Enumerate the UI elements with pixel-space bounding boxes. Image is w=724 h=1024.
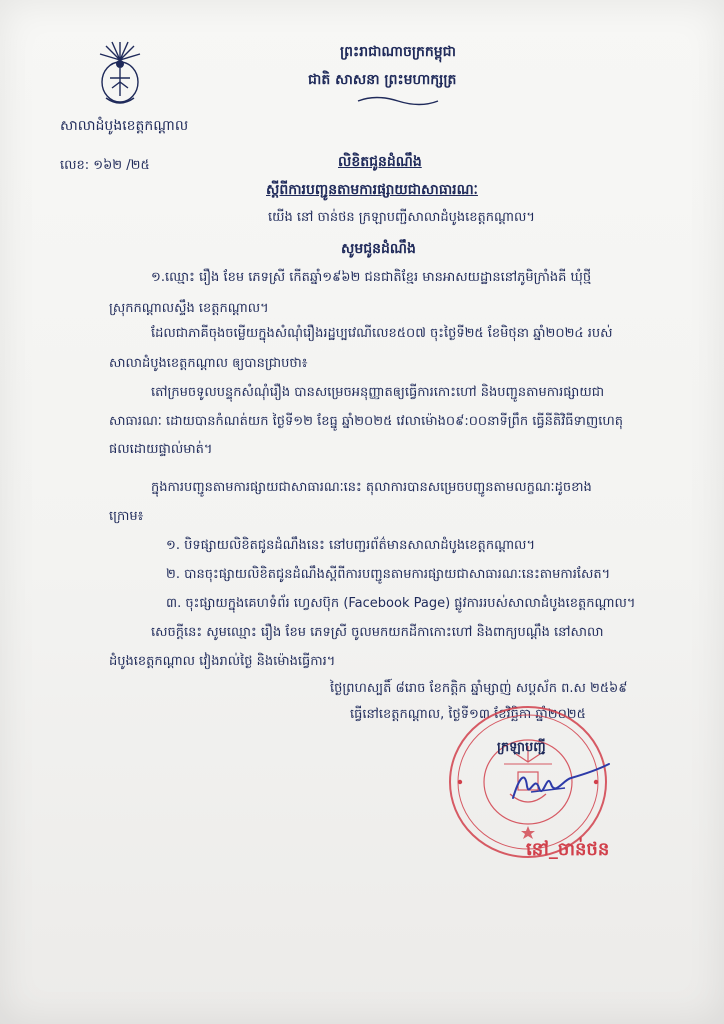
list-item: ១. បិទផ្សាយលិខិតជូនដំណឹងនេះ នៅបញ្ជរព័ត៌មានសាលាដំបូងខេត្តកណ្ដាល។: [166, 538, 536, 553]
signer-name: នៅ_ចាន់ថន: [526, 839, 610, 860]
body-line: ដំបូងខេត្តកណ្ដាល វៀងរាល់ថ្ងៃ និងម៉ោងធ្វើការ។: [109, 654, 336, 669]
body-line: ផលដោយផ្ទាល់មាត់។: [109, 442, 213, 457]
body-line: សេចក្ដីនេះ សូមឈ្មោះ រឿង ខែម ភេទស្រី ចូលមកយកដីកាកោះហៅ និងពាក្យបណ្ដឹង នៅសាលា: [151, 625, 604, 640]
lunar-date: ថ្ងៃព្រហស្បតិ៍ ៨រោច ខែកត្ដិក ឆ្នាំម្សាញ់ សប្តស័ក ព.ស ២៥៦៩: [330, 681, 628, 696]
signature-icon: [505, 758, 615, 808]
kingdom-line: ព្រះរាជាណាចក្រកម្ពុជា: [340, 44, 457, 60]
body-line: ក្រោម៖: [109, 509, 144, 524]
list-item: ៣. ចុះផ្សាយក្នុងគេហទំព័រ ហ្វេសប៊ុក (Facebook Page) ផ្លូវការរបស់សាលាដំបូងខេត្តកណ្ដាល។: [166, 596, 636, 611]
body-line: ដែលជាភាគីចុងចម្លើយក្នុងសំណុំរឿងរដ្ឋប្បវេណីលេខ៥០៧ ចុះថ្ងៃទី២៥ ខែមិថុនា ឆ្នាំ២០២៤ របស់: [151, 326, 613, 341]
body-line: សាធារណៈ ដោយបានកំណត់យក ថ្ងៃទី១២ ខែធ្នូ ឆ្នាំ២០២៥ វេលាម៉ោង០៩:០០នាទីព្រឹក ធ្វើនីតិវិធីទាញហេតុ: [109, 414, 624, 429]
body-line: សាលាដំបូងខេត្តកណ្ដាល ឲ្យបានជ្រាបថា៖: [109, 356, 308, 371]
intro-line: យើង នៅ ចាន់ថន ក្រឡាបញ្ជីសាលាដំបូងខេត្តកណ្ដាល។: [268, 210, 536, 225]
document-title: លិខិតជូនដំណឹង: [338, 154, 422, 170]
list-item: ២. បានចុះផ្សាយលិខិតជូនដំណឹងស្ដីពីការបញ្ជូនតាមការផ្សាយជាសាធារណៈនេះតាមការសែត។: [166, 567, 611, 582]
signer-title: ក្រឡាបញ្ជី: [497, 740, 546, 755]
court-emblem-icon: [92, 38, 148, 110]
body-line: ១.ឈ្មោះ រឿង ខែម ភេទស្រី កើតឆ្នាំ១៩៦២ ជនជាតិខ្មែរ មានអាសយដ្ឋាននៅភូមិក្រាំងគី ឃុំថ្មី: [151, 270, 592, 285]
document-subtitle: ស្ដីពីការបញ្ជូនតាមការផ្សាយជាសាធារណៈ: [266, 182, 478, 198]
reference-number: លេខ: ១៦២ /២៥: [60, 158, 150, 173]
date-place: ធ្វើនៅខេត្តកណ្ដាល, ថ្ងៃទី១៣ ខែវិច្ឆិកា ឆ្នាំ២០២៥: [350, 707, 586, 722]
body-line: តៅក្រមចទូលបន្ទុកសំណុំរឿង បានសម្រេចអនុញ្ញាតឲ្យធ្វើការកោះហៅ និងបញ្ជូនតាមការផ្សាយជា: [151, 385, 605, 400]
notice-heading: សូមជូនដំណឹង: [341, 241, 416, 257]
body-line: ក្នុងការបញ្ជូនតាមការផ្សាយជាសាធារណៈនេះ តុលាការបានសម្រេចបញ្ជូនតាមលក្ខណៈដូចខាង: [151, 480, 592, 495]
ornament-divider-icon: [356, 94, 440, 108]
body-line: ស្រុកកណ្ដាលស្ទឹង ខេត្តកណ្ដាល។: [109, 301, 269, 316]
court-name: សាលាដំបូងខេត្តកណ្ដាល: [60, 118, 189, 134]
motto-line: ជាតិ សាសនា ព្រះមហាក្សត្រ: [308, 72, 457, 88]
